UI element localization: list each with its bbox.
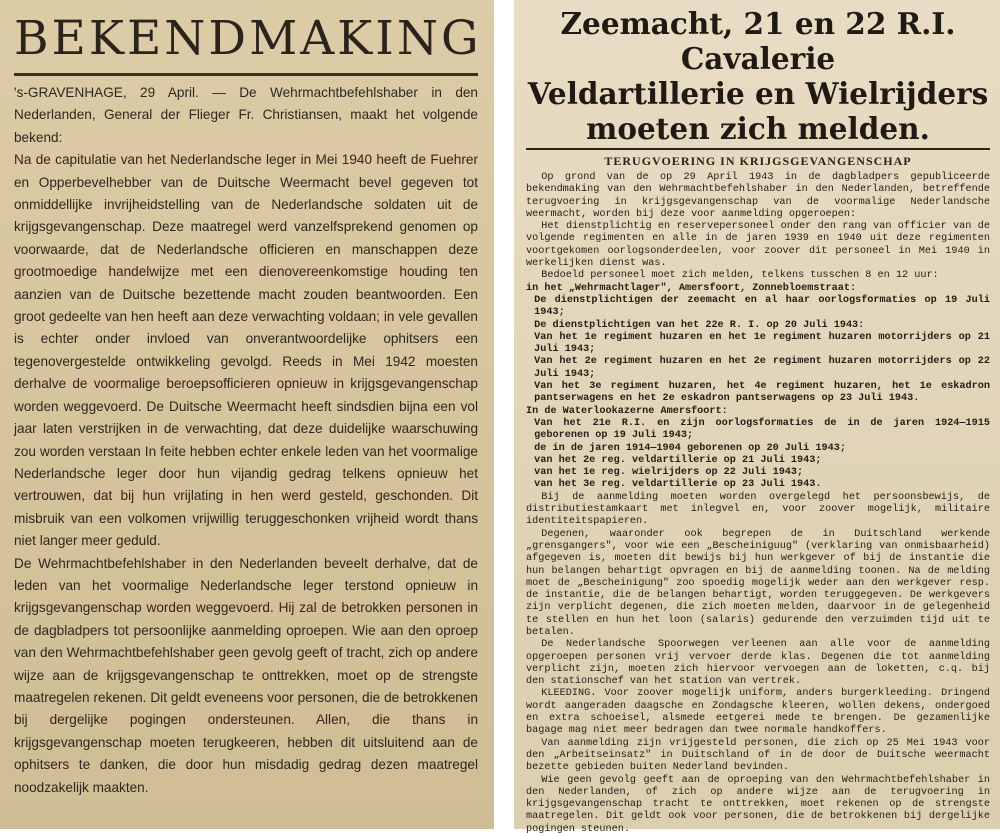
right-schedule-line: De dienstplichtigen der zeemacht en al haar oorlogsformaties op 19 Juli 1943; <box>534 294 990 319</box>
right-subheading: TERUGVOERING IN KRIJGSGEVANGENSCHAP <box>526 148 990 169</box>
right-schedule-line: van het 1e reg. wielrijders op 22 Juli 1943; <box>534 467 804 479</box>
right-paragraph: Bij de aanmelding moeten worden overgelegd het persoonsbewijs, de distributiestamkaart met inlegvel en, voor zoover mogelijk, militaire identiteitspapieren. <box>526 491 990 528</box>
right-paragraph: De Nederlandsche Spoorwegen verleenen aan alle voor de aanmelding opgeroepen personen vrij vervoer derde klas. Degenen die tot aanmelding verplicht zijn, moeten zich hiervoor vervoegen aan de loketten, c.q. bij den stationschef van het station van vertrek. <box>526 639 990 688</box>
left-paragraph-dateline: 's-GRAVENHAGE, 29 April. — De Wehrmachtbefehlshaber in den Nederlanden, General der Flieger Fr. Christiansen, maakt het volgende bekend: <box>14 85 478 145</box>
right-paragraph: Van aanmelding zijn vrijgesteld personen, die zich op 25 Mei 1943 voor den „Arbeitseinsatz" in Duitschland of in de door de Duitsche weermacht bezette gebieden buiten Nederland bevinden. <box>526 737 990 774</box>
right-headline <box>526 6 990 146</box>
right-schedule-line: van het 2e reg. veldartillerie op 21 Juli 1943; <box>534 454 822 466</box>
right-article-body <box>526 172 990 836</box>
left-article-body <box>14 82 478 799</box>
right-schedule-line: De dienstplichtigen van het 22e R. I. op 20 Juli 1943: <box>534 319 865 331</box>
right-schedule-line: Van het 3e regiment huzaren, het 4e regiment huzaren, het 1e eskadron pantserwagens en het 2e eskadron pantserwagens op 23 Juli 1943. <box>534 381 990 405</box>
right-paragraph: Het dienstplichtig en reservepersoneel onder den rang van officier van de volgende regimenten en alle in de jaren 1939 en 1940 uit deze regimenten voortgekomen oorlogsonderdeelen, voor zoover dit personeel in Mei 1940 in werkelijken dienst was. <box>526 221 990 270</box>
right-schedule-line: Van het 2e regiment huzaren en het 2e regiment huzaren motorrijders op 22 Juli 1943; <box>534 356 990 380</box>
right-paragraph: Degenen, waaronder ook begrepen de in Duitschland werkende „grensgangers", voor wie een „Bescheiniguug" (verklaring van onmisbaarheid) afgegeven is, moeten dit bewijs bij hun werkgever of bij de instantie die hun belangen behartigt opvragen en bij de aanmelding toonen. Na de melding moet de „Bescheinigung" zoo spoedig mogelijk weder aan den werkgever resp. de instantie, die de belangen behartigt, worden teruggegeven. De werkgevers zijn verplicht degenen, die zich moeten melden, daarvoor in de gelegenheid te stellen en hun het loon (salaris) gedurende den verzuimden tijd uit te betalen. <box>526 528 990 638</box>
right-schedule-line: Van het 1e regiment huzaren en het 1e regiment huzaren motorrijders op 21 Juli 1943; <box>534 331 990 356</box>
right-newspaper-clipping <box>514 0 1000 835</box>
right-location-heading: in het „Wehrmachtlager", Amersfoort, Zonnebloemstraat: <box>526 282 857 294</box>
right-headline-line-3: moeten zich melden. <box>586 111 930 146</box>
right-paragraph: Bedoeld personeel moet zich melden, telkens tusschen 8 en 12 uur: <box>541 270 939 282</box>
right-paragraph: Wie geen gevolg geeft aan de oproeping van den Wehrmachtbefehlshaber in den Nederlanden, of zich op andere wijze aan de terugvoering in krijgsgevangenschap tracht te onttrekken, moet rekenen op de strengste maatregelen. Dit geldt ook voor personen, die de betrokkenen bij dergelijke pogingen steunen. <box>526 774 990 835</box>
left-paragraph-2: Na de capitulatie van het Nederlandsche leger in Mei 1940 heeft de Fuehrer en Opperbevelhebber van de Duitsche Weermacht bevel gegeven tot onmiddellijke invrijheidstelling van de Nederlandsche soldaten uit de krijgsgevangenschap. Deze maatregel werd vanzelfsprekend genomen op voorwaarde, dat de Nederlandsche officieren en manschappen deze grootmoedige handelwijze met een dienovereenkomstige houding ten aanzien van de Duitsche bezettende macht zouden beantwoorden. Een groot gedeelte van hen heeft aan deze verwachting voldaan; in vele gevallen is echter onder invloed van onverantwoordelijke ophitsers een tegenovergestelde ontwikkeling gevolgd. Reeds in Mei 1942 moesten derhalve de voormalige beroepsofficieren opnieuw in krijgsgevangenschap worden weggevoerd. De Duitsche Weermacht heeft sindsdien bijna een vol jaar laten verstrijken in de verwachting, dat deze duidelijke waarschuwing zou worden verstaan In feite hebben echter enkele leden van het voormalige Nederlandsche leger door hun vijandig gedrag telkens opnieuw het vertrouwen, dat bij hun vrijlating in hen werd gesteld, geschonden. Dit misbruik van een volkomen vrijwillig teruggeschonken vrijheid wordt thans niet langer meer geduld. <box>14 152 478 549</box>
right-location-heading: In de Waterlookazerne Amersfoort: <box>526 405 728 417</box>
left-headline-rule <box>14 73 478 76</box>
right-paragraph: Op grond van de op 29 April 1943 in de dagbladpers gepubliceerde bekendmaking van den Wehrmachtbefehlshaber in den Nederlanden, betreffende terugvoering in krijgsgevangenschap van de voormalige Nederlandsche weermacht, worden bij deze voor aanmelding opgeroepen: <box>526 172 990 220</box>
left-headline: BEKENDMAKING <box>14 11 482 66</box>
left-paragraph-3: De Wehrmachtbefehlshaber in den Nederlanden beveelt derhalve, dat de leden van het voormalige Nederlandsche leger terstond opnieuw in krijgsgevangenschap worden weggevoerd. Hij zal de betrokken personen in de dagbladpers tot persoonlijke aanmelding oproepen. Wie aan den oproep van den Wehrmachtbefehlshaber geen gevolg geeft of tracht, zich op andere wijze aan de krijgsgevangenschap te onttrekken, moet op de strengste maatregelen rekenen. Dit geldt eveneens voor personen, die de betrokkenen bij dergelijke pogingen ondersteunen. Allen, die thans in krijgsgevangenschap moeten terugkeeren, hebben dit uitsluitend aan de ophitsers te danken, die door hun misdadig gedrag dezen maatregel noodzakelijk maakten. <box>14 555 478 795</box>
right-headline-line-1: Zeemacht, 21 en 22 R.I. Cavalerie <box>560 6 956 76</box>
right-schedule-line: de in de jaren 1914—1904 geborenen op 20 Juli 1943; <box>534 442 846 454</box>
right-schedule-line: van het 3e reg. veldartillerie op 23 Juli 1943. <box>534 479 822 491</box>
right-schedule-line: Van het 21e R.I. en zijn oorlogsformaties de in de jaren 1924—1915 geborenen op 19 Juli 1943; <box>534 417 990 442</box>
right-headline-line-2: Veldartillerie en Wielrijders <box>527 76 989 111</box>
clipping-gutter <box>494 0 514 829</box>
left-newspaper-clipping <box>0 0 494 829</box>
right-paragraph-kleeding: KLEEDING. Voor zoover mogelijk uniform, anders burgerkleeding. Dringend wordt aangeraden daagsche en Zondagsche kleeren, wollen dekens, ondergoed en extra schoeisel, alsmede eetgerei mede te brengen. De gezamenlijke bagage mag niet meer bedragen dan twee normale handkoffers. <box>526 688 990 737</box>
